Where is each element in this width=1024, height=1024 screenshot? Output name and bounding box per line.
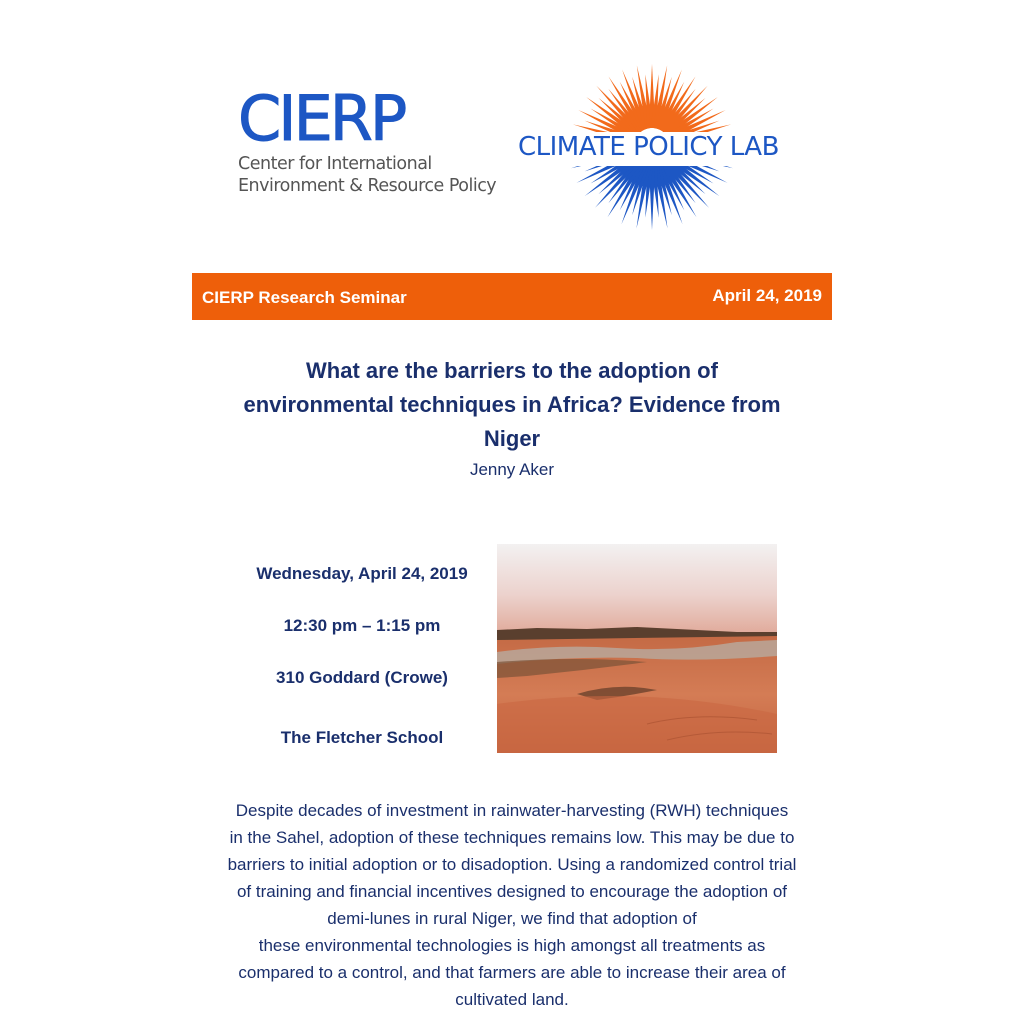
event-school: The Fletcher School	[280, 728, 444, 747]
cierp-subtitle-line2: Environment & Resource Policy	[238, 176, 497, 196]
header-logos	[0, 0, 1024, 260]
desert-dunes-image	[497, 544, 777, 753]
cierp-wordmark: CIERP	[238, 82, 405, 155]
event-room: 310 Goddard (Crowe)	[276, 668, 448, 687]
cierp-logo[interactable]	[238, 82, 497, 197]
climate-policy-lab-wordmark: CLIMATE POLICY LAB	[518, 132, 779, 162]
event-time: 12:30 pm – 1:15 pm	[283, 616, 441, 635]
event-date: Wednesday, April 24, 2019	[256, 564, 468, 583]
abstract-line: Despite decades of investment in rainwater-harvesting (RWH) techniques	[235, 801, 789, 820]
talk-abstract	[202, 797, 822, 1013]
abstract-line: compared to a control, and that farmers are able to increase their area of	[238, 963, 786, 982]
abstract-line: of training and financial incentives designed to encourage the adoption of	[236, 882, 788, 901]
abstract-line: demi-lunes in rural Niger, we find that adoption of	[327, 909, 697, 928]
seminar-banner	[192, 273, 832, 320]
abstract-line: these environmental technologies is high amongst all treatments as	[258, 936, 766, 955]
seminar-date: April 24, 2019	[712, 286, 822, 305]
talk-title: What are the barriers to the adoption of environmental techniques in Africa? Evidence from Niger	[243, 358, 781, 451]
abstract-line: cultivated land.	[455, 990, 569, 1009]
cierp-subtitle-line1: Center for International	[238, 154, 432, 174]
climate-policy-lab-logo[interactable]	[512, 58, 792, 234]
abstract-line: in the Sahel, adoption of these techniques remains low. This may be due to	[229, 828, 795, 847]
abstract-line: barriers to initial adoption or to disadoption. Using a randomized control trial	[227, 855, 797, 874]
seminar-series-label: CIERP Research Seminar	[202, 288, 407, 307]
speaker-name: Jenny Aker	[469, 460, 555, 479]
